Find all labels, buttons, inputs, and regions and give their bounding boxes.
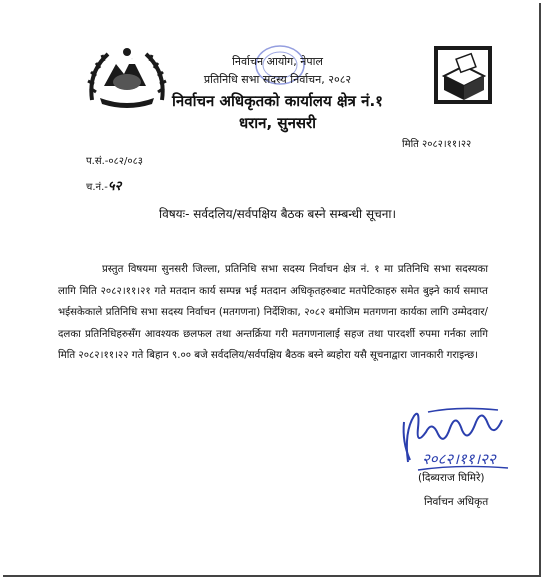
header-location: धरान, सुनसरी [238,114,317,132]
dispatch-handwritten-number: ५२ [107,179,122,194]
signatory-name: (दिब्यराज घिमिरे) [418,472,485,484]
header-office: निर्वाचन अधिकृतको कार्यालय क्षेत्र नं.१ [172,92,383,110]
signature-handwritten-date: २०८२।११।२२ [422,450,496,468]
header-election: प्रतिनिधि सभा सदस्य निर्वाचन, २०८२ [203,73,352,86]
dispatch-label: च.नं.- [86,182,108,193]
letter-number: प.सं.-०८२/०८३ [86,156,143,167]
subject-line: विषयः- सर्वदलिय/सर्वपक्षिय बैठक बस्ने सम्बन्धी सूचना। [158,207,397,221]
document-date: मिति २०८२।११।२२ [402,139,472,150]
signatory-title: निर्वाचन अधिकृत [424,496,489,508]
dispatch-number [86,176,121,194]
header-commission: निर्वाचन आयोग, नेपाल [232,55,323,68]
notice-body: प्रस्तुत विषयमा सुनसरी जिल्ला, प्रतिनिधि सभा सदस्य निर्वाचन क्षेत्र नं. १ मा प्रतिनिधि सभा सदस्यका लागि मिति २०८२।११।२१ गते मतदान कार्य सम्पन्न भई मतदान अधिकृतहरुबाट मतपेटिकाहरु समेत बुझ्ने कार्य समाप्त भईसकेकाले प्रतिनिधि सभा सदस्य निर्वाचन (मतगणना) निर्देशिका, २०८२ बमोजिम मतगणना कार्यका लागि उम्मेदवार/दलका प्रतिनिधिहरुसँग आवश्यक छलफल तथा अन्तर्क्रिया गरी मतगणनालाई सहज तथा पारदर्शी रुपमा गर्नका लागि मिति २०८२।११।२२ गते बिहान ९.०० बजे सर्वदलिय/सर्वपक्षिय बैठक बस्ने ब्यहोरा यसै सूचनाद्वारा जानकारी गराइन्छ। [58,264,488,361]
